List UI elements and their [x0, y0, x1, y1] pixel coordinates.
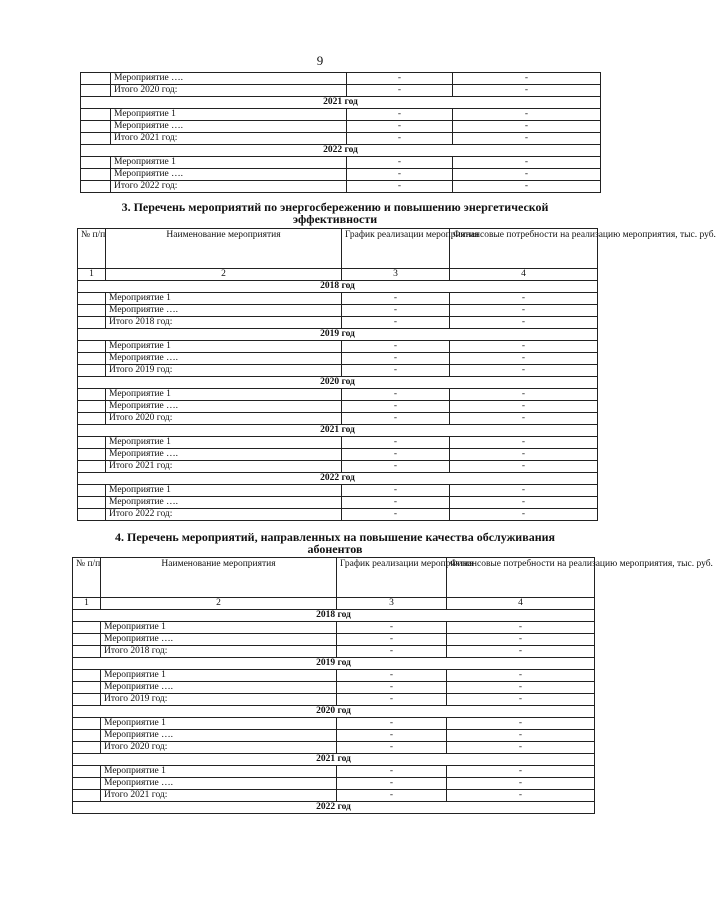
finance-cell: - [447, 694, 595, 706]
schedule-cell: - [342, 389, 450, 401]
finance-cell: - [450, 413, 598, 425]
schedule-cell: - [347, 157, 453, 169]
schedule-cell: - [347, 169, 453, 181]
event-name: Мероприятие 1 [101, 718, 337, 730]
table-row [73, 730, 595, 742]
schedule-cell: - [347, 181, 453, 193]
total-label: Итого 2022 год: [111, 181, 347, 193]
row-number-cell [78, 509, 106, 521]
year-label: 2020 год [73, 706, 595, 718]
row-number-cell [78, 485, 106, 497]
page-number: 9 [316, 53, 324, 68]
header-finance: Финансовые потребности на реализацию мероприятия, тыс. руб. [450, 229, 598, 269]
year-row [81, 97, 601, 109]
year-label: 2020 год [78, 377, 598, 389]
row-number-cell [78, 497, 106, 509]
table-row [78, 437, 598, 449]
event-name: Мероприятие …. [101, 730, 337, 742]
section-3-title-line1: 3. Перечень мероприятий по энергосбережению и повышению энергетической [121, 200, 549, 214]
row-number-cell [81, 121, 111, 133]
col-number: 1 [78, 269, 106, 281]
year-row [81, 145, 601, 157]
table-row [73, 682, 595, 694]
schedule-cell: - [342, 305, 450, 317]
finance-cell: - [450, 293, 598, 305]
table-row [78, 353, 598, 365]
event-name: Мероприятие 1 [106, 389, 342, 401]
row-number-cell [73, 790, 101, 802]
year-row [78, 473, 598, 485]
finance-cell: - [447, 646, 595, 658]
schedule-cell: - [337, 694, 447, 706]
event-name: Мероприятие …. [101, 634, 337, 646]
finance-cell: - [450, 317, 598, 329]
total-label: Итого 2021 год: [101, 790, 337, 802]
event-name: Мероприятие 1 [106, 485, 342, 497]
row-number-cell [81, 85, 111, 97]
event-name: Мероприятие …. [106, 449, 342, 461]
year-label: 2019 год [78, 329, 598, 341]
header-num: № п/п [73, 558, 101, 598]
table-row [78, 485, 598, 497]
total-label: Итого 2020 год: [111, 85, 347, 97]
event-name: Мероприятие …. [111, 73, 347, 85]
finance-cell: - [447, 766, 595, 778]
row-number-cell [78, 461, 106, 473]
finance-cell: - [450, 401, 598, 413]
table-row [78, 389, 598, 401]
table-row [73, 718, 595, 730]
header-num: № п/п [78, 229, 106, 269]
table-row [73, 670, 595, 682]
row-number-cell [73, 718, 101, 730]
table-row [73, 778, 595, 790]
finance-cell: - [453, 157, 601, 169]
table-row [78, 305, 598, 317]
table-row [81, 109, 601, 121]
finance-cell: - [447, 790, 595, 802]
schedule-cell: - [347, 133, 453, 145]
finance-cell: - [453, 109, 601, 121]
finance-cell: - [453, 169, 601, 181]
header-name: Наименование мероприятия [101, 558, 337, 598]
row-number-cell [73, 730, 101, 742]
finance-cell: - [447, 622, 595, 634]
schedule-cell: - [342, 437, 450, 449]
finance-cell: - [450, 353, 598, 365]
finance-cell: - [453, 73, 601, 85]
schedule-cell: - [347, 121, 453, 133]
schedule-cell: - [337, 766, 447, 778]
row-number-cell [78, 413, 106, 425]
schedule-cell: - [337, 778, 447, 790]
schedule-cell: - [342, 401, 450, 413]
finance-cell: - [450, 365, 598, 377]
finance-cell: - [453, 133, 601, 145]
header-finance: Финансовые потребности на реализацию мероприятия, тыс. руб. [447, 558, 595, 598]
year-label: 2021 год [81, 97, 601, 109]
total-label: Итого 2021 год: [111, 133, 347, 145]
schedule-cell: - [337, 730, 447, 742]
total-label: Итого 2018 год: [106, 317, 342, 329]
total-row [78, 413, 598, 425]
row-number-cell [73, 670, 101, 682]
schedule-cell: - [342, 365, 450, 377]
col-number: 2 [101, 598, 337, 610]
schedule-cell: - [347, 85, 453, 97]
table-row [73, 622, 595, 634]
total-row [81, 133, 601, 145]
col-number: 3 [337, 598, 447, 610]
event-name: Мероприятие 1 [106, 341, 342, 353]
row-number-cell [78, 401, 106, 413]
event-name: Мероприятие …. [106, 305, 342, 317]
schedule-cell: - [342, 317, 450, 329]
schedule-cell: - [347, 73, 453, 85]
continuation-table [80, 72, 601, 193]
col-number: 4 [447, 598, 595, 610]
year-row [73, 610, 595, 622]
year-label: 2022 год [73, 802, 595, 814]
schedule-cell: - [337, 790, 447, 802]
total-label: Итого 2022 год: [106, 509, 342, 521]
event-name: Мероприятие …. [106, 401, 342, 413]
schedule-cell: - [337, 634, 447, 646]
schedule-cell: - [342, 497, 450, 509]
table-row [78, 401, 598, 413]
row-number-cell [73, 778, 101, 790]
row-number-cell [78, 365, 106, 377]
event-name: Мероприятие 1 [101, 766, 337, 778]
col-number: 4 [450, 269, 598, 281]
row-number-cell [73, 742, 101, 754]
finance-cell: - [450, 461, 598, 473]
row-number-cell [73, 694, 101, 706]
event-name: Мероприятие …. [106, 497, 342, 509]
row-number-cell [78, 449, 106, 461]
year-label: 2018 год [73, 610, 595, 622]
schedule-cell: - [337, 622, 447, 634]
table-row [78, 293, 598, 305]
section-3-title-line2: эффективности [292, 212, 378, 226]
finance-cell: - [450, 449, 598, 461]
total-row [81, 181, 601, 193]
row-number-cell [81, 157, 111, 169]
schedule-cell: - [347, 109, 453, 121]
schedule-cell: - [337, 742, 447, 754]
schedule-cell: - [342, 293, 450, 305]
row-number-cell [73, 646, 101, 658]
row-number-cell [73, 622, 101, 634]
total-row [78, 461, 598, 473]
total-row [78, 317, 598, 329]
total-row [73, 646, 595, 658]
header-name: Наименование мероприятия [106, 229, 342, 269]
total-label: Итого 2020 год: [106, 413, 342, 425]
schedule-cell: - [337, 670, 447, 682]
row-number-cell [78, 353, 106, 365]
total-label: Итого 2020 год: [101, 742, 337, 754]
section-4-title-line1: 4. Перечень мероприятий, направленных на повышение качества обслуживания [114, 530, 556, 544]
year-row [73, 658, 595, 670]
section-4-table [72, 557, 713, 814]
total-row [78, 509, 598, 521]
schedule-cell: - [337, 646, 447, 658]
row-number-cell [73, 766, 101, 778]
row-number-cell [81, 109, 111, 121]
year-label: 2018 год [78, 281, 598, 293]
finance-cell: - [450, 305, 598, 317]
section-3-title [70, 201, 600, 225]
row-number-cell [78, 437, 106, 449]
row-number-cell [78, 389, 106, 401]
finance-cell: - [453, 181, 601, 193]
row-number-cell [81, 73, 111, 85]
year-row [78, 425, 598, 437]
row-number-cell [78, 293, 106, 305]
year-label: 2022 год [81, 145, 601, 157]
total-row [81, 85, 601, 97]
schedule-cell: - [337, 682, 447, 694]
finance-cell: - [453, 121, 601, 133]
table-row [73, 634, 595, 646]
total-label: Итого 2018 год: [101, 646, 337, 658]
col-number: 3 [342, 269, 450, 281]
year-row [78, 377, 598, 389]
finance-cell: - [450, 389, 598, 401]
table-row [78, 341, 598, 353]
event-name: Мероприятие …. [101, 682, 337, 694]
year-row [73, 706, 595, 718]
schedule-cell: - [337, 718, 447, 730]
total-row [73, 790, 595, 802]
total-row [73, 694, 595, 706]
year-row [78, 281, 598, 293]
row-number-cell [78, 341, 106, 353]
finance-cell: - [447, 670, 595, 682]
header-schedule: График реализации мероприятия [342, 229, 450, 269]
finance-cell: - [450, 341, 598, 353]
section-3-table [77, 228, 716, 521]
row-number-cell [78, 305, 106, 317]
table-row [81, 169, 601, 181]
schedule-cell: - [342, 341, 450, 353]
total-row [73, 742, 595, 754]
year-label: 2021 год [78, 425, 598, 437]
total-label: Итого 2021 год: [106, 461, 342, 473]
event-name: Мероприятие 1 [101, 670, 337, 682]
finance-cell: - [450, 437, 598, 449]
table-row [73, 766, 595, 778]
year-row [73, 754, 595, 766]
finance-cell: - [447, 634, 595, 646]
table-row [78, 449, 598, 461]
row-number-cell [81, 181, 111, 193]
total-label: Итого 2019 год: [106, 365, 342, 377]
schedule-cell: - [342, 485, 450, 497]
event-name: Мероприятие 1 [111, 109, 347, 121]
year-label: 2022 год [78, 473, 598, 485]
finance-cell: - [450, 509, 598, 521]
year-row [73, 802, 595, 814]
schedule-cell: - [342, 449, 450, 461]
schedule-cell: - [342, 509, 450, 521]
finance-cell: - [447, 682, 595, 694]
event-name: Мероприятие 1 [111, 157, 347, 169]
section-4-title [70, 531, 600, 555]
col-number: 2 [106, 269, 342, 281]
event-name: Мероприятие 1 [106, 293, 342, 305]
row-number-cell [81, 169, 111, 181]
table-row [78, 497, 598, 509]
year-label: 2019 год [73, 658, 595, 670]
schedule-cell: - [342, 461, 450, 473]
row-number-cell [81, 133, 111, 145]
year-label: 2021 год [73, 754, 595, 766]
finance-cell: - [447, 778, 595, 790]
row-number-cell [78, 317, 106, 329]
finance-cell: - [447, 718, 595, 730]
event-name: Мероприятие 1 [106, 437, 342, 449]
header-schedule: График реализации мероприятия [337, 558, 447, 598]
event-name: Мероприятие 1 [101, 622, 337, 634]
total-row [78, 365, 598, 377]
schedule-cell: - [342, 413, 450, 425]
finance-cell: - [450, 485, 598, 497]
event-name: Мероприятие …. [101, 778, 337, 790]
col-number: 1 [73, 598, 101, 610]
schedule-cell: - [342, 353, 450, 365]
row-number-cell [73, 682, 101, 694]
table-row [81, 73, 601, 85]
table-row [81, 157, 601, 169]
event-name: Мероприятие …. [111, 121, 347, 133]
row-number-cell [73, 634, 101, 646]
finance-cell: - [447, 730, 595, 742]
event-name: Мероприятие …. [106, 353, 342, 365]
event-name: Мероприятие …. [111, 169, 347, 181]
table-row [81, 121, 601, 133]
finance-cell: - [450, 497, 598, 509]
year-row [78, 329, 598, 341]
finance-cell: - [447, 742, 595, 754]
total-label: Итого 2019 год: [101, 694, 337, 706]
section-4-title-line2: абонентов [307, 542, 363, 556]
finance-cell: - [453, 85, 601, 97]
